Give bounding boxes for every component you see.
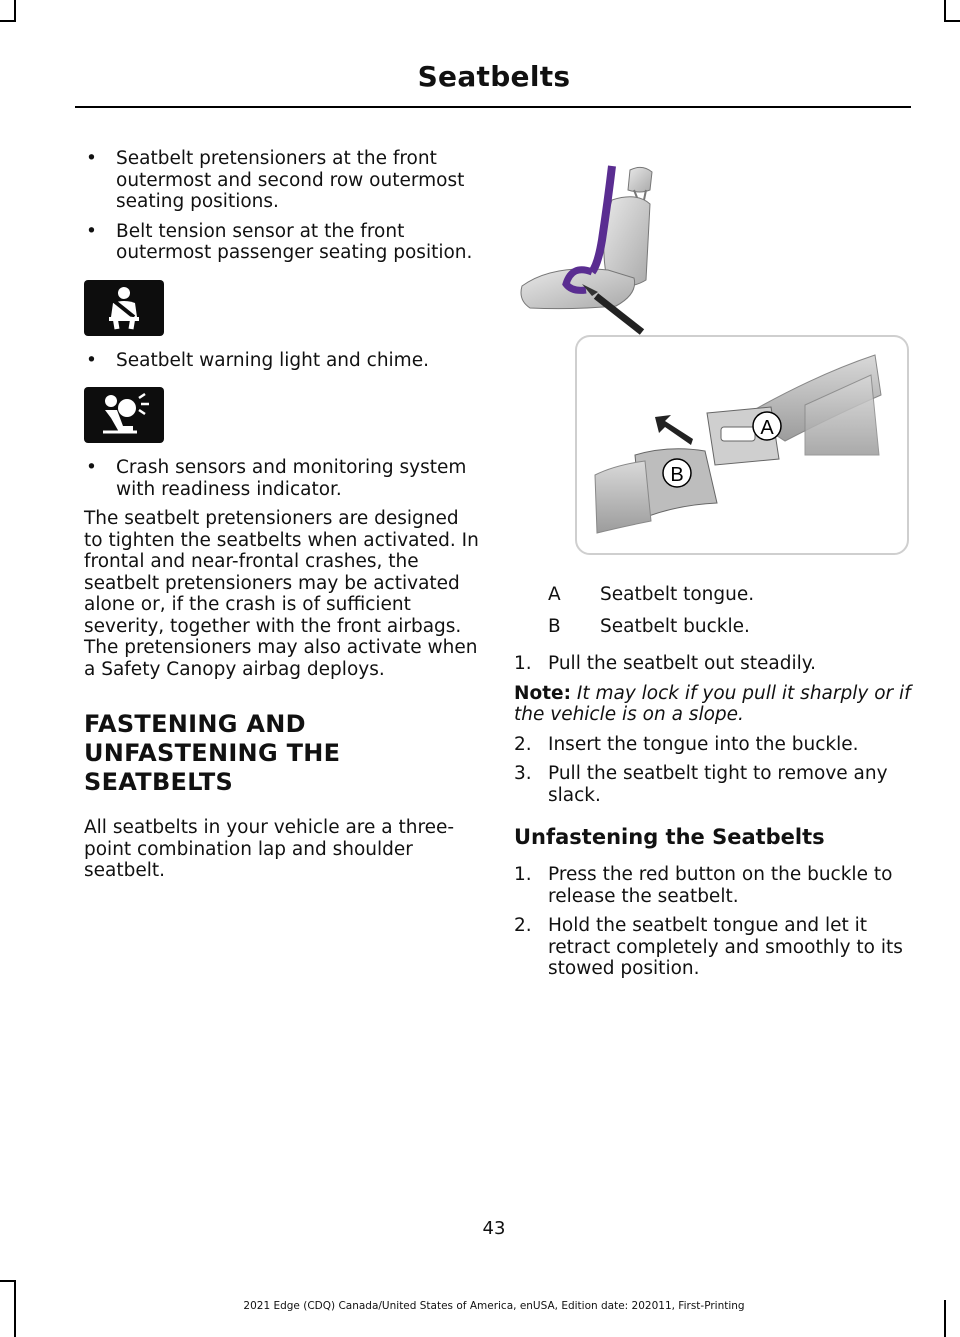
bullet-text: Crash sensors and monitoring system with readiness indicator.: [116, 457, 467, 500]
crop-mark: [0, 1280, 16, 1282]
list-item: [84, 221, 479, 264]
body-paragraph: The seatbelt pretensioners are designed to tighten the seatbelts when activated. In frontal and near-frontal crashes, the seatbelt pretensioners may be activated alone or, if the crash is of sufficient severity, together with the front airbags. The pretensioners may also activate when a Safety Canopy airbag deploys.: [84, 508, 479, 680]
step-text: Press the red button on the buckle to release the seatbelt.: [548, 864, 893, 907]
bullet-text: Seatbelt pretensioners at the front outermost and second row outermost seating positions.: [116, 148, 465, 212]
page-number: 43: [482, 1218, 506, 1239]
crop-mark: [14, 0, 16, 22]
heading-line: FASTENING AND: [84, 710, 306, 738]
section-heading: [84, 710, 479, 797]
legend-key: A: [548, 584, 561, 605]
note-text: It may lock if you pull it sharply or if the vehicle is on a slope.: [514, 682, 911, 725]
note-label: Note:: [514, 682, 571, 704]
crop-mark: [0, 20, 16, 22]
header-divider: [75, 106, 911, 108]
airbag-readiness-icon: [84, 387, 164, 443]
step-item: [514, 763, 914, 806]
crop-mark: [944, 0, 946, 22]
bullet-text: Seatbelt warning light and chime.: [116, 349, 429, 371]
heading-line: UNFASTENING THE: [84, 739, 341, 767]
bullet-marker: •: [86, 457, 97, 478]
crop-mark: [944, 20, 960, 22]
step-number: 3.: [514, 763, 532, 784]
callout-label-b: B: [670, 464, 684, 486]
page-title: Seatbelts: [417, 60, 571, 93]
legend-key: B: [548, 615, 561, 637]
step-text: Pull the seatbelt tight to remove any slack.: [548, 763, 888, 806]
step-item: [514, 653, 914, 675]
legend-text: Seatbelt buckle.: [600, 615, 750, 637]
right-column: [514, 584, 914, 988]
list-item: [84, 350, 479, 372]
bullet-marker: •: [86, 148, 97, 169]
step-number: 2.: [514, 915, 532, 936]
step-number: 1.: [514, 653, 532, 674]
note: [514, 683, 914, 726]
step-item: [514, 915, 914, 980]
list-item: [84, 457, 479, 500]
step-text: Insert the tongue into the buckle.: [548, 733, 859, 755]
step-item: [514, 734, 914, 756]
seatbelt-warning-icon: [84, 280, 164, 336]
list-item: [84, 148, 479, 213]
step-number: 2.: [514, 733, 532, 755]
heading-line: SEATBELTS: [84, 768, 234, 796]
left-column: [84, 148, 479, 896]
body-paragraph: All seatbelts in your vehicle are a three-point combination lap and shoulder seatbelt.: [84, 817, 455, 881]
callout-label-a: A: [760, 417, 774, 439]
seat-illustration: [512, 160, 672, 338]
buckle-illustration: [575, 335, 909, 555]
footer-text: 2021 Edge (CDQ) Canada/United States of America, enUSA, Edition date: 202011, First-Printing: [243, 1300, 745, 1312]
step-text: Hold the seatbelt tongue and let it retract completely and smoothly to its stowed position.: [548, 915, 903, 979]
step-text: Pull the seatbelt out steadily.: [548, 653, 816, 674]
bullet-marker: •: [86, 220, 97, 242]
legend-item: [548, 616, 914, 638]
step-number: 1.: [514, 864, 532, 885]
bullet-marker: •: [86, 349, 97, 371]
legend-item: [548, 584, 914, 606]
bullet-text: Belt tension sensor at the front outermost passenger seating position.: [116, 220, 473, 263]
step-item: [514, 864, 914, 907]
sub-heading: Unfastening the Seatbelts: [514, 825, 825, 849]
legend-text: Seatbelt tongue.: [600, 584, 755, 605]
